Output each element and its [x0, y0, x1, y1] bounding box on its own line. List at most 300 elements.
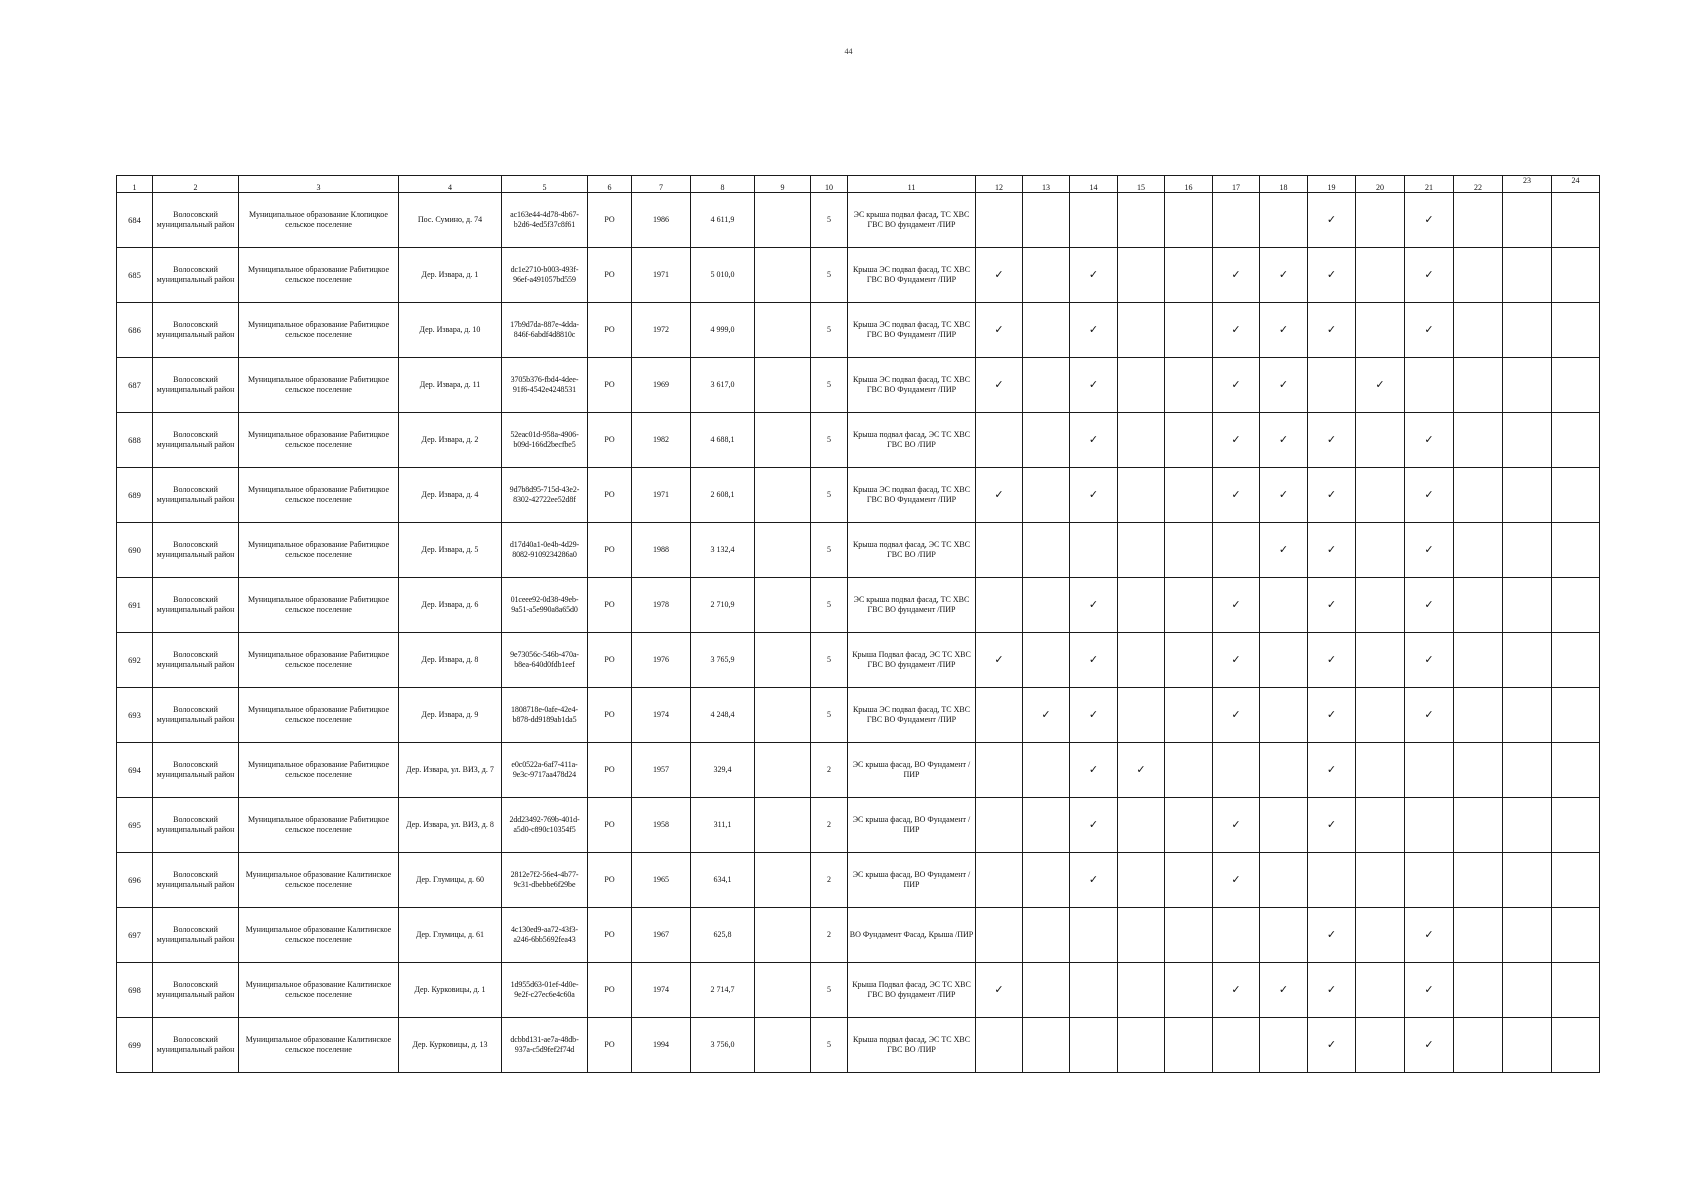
- fund-form-cell: РО: [588, 303, 632, 358]
- work-type-cell-12: [976, 468, 1023, 523]
- work-type-cell-13: [1023, 578, 1070, 633]
- fund-form-cell: РО: [588, 963, 632, 1018]
- check-mark-icon: ✓: [1088, 707, 1099, 721]
- year-built-cell: 1974: [632, 688, 691, 743]
- column-header-18: 18: [1260, 176, 1308, 193]
- work-type-cell-17: [1213, 523, 1260, 578]
- area-cell: 3 132,4: [691, 523, 755, 578]
- municipality-cell: Муниципальное образование Калитинское сельское поселение: [239, 1018, 399, 1073]
- work-type-cell-15: [1118, 633, 1165, 688]
- works-list-cell: ВО Фундамент Фасад, Крыша /ПИР: [848, 908, 976, 963]
- check-mark-icon: ✓: [1424, 982, 1434, 996]
- work-type-cell-20: [1356, 1018, 1405, 1073]
- work-type-cell-12: [976, 523, 1023, 578]
- work-type-cell-13: [1023, 853, 1070, 908]
- column-header-10: 10: [811, 176, 848, 193]
- floors-cell: 5: [811, 633, 848, 688]
- work-type-cell-12: [976, 743, 1023, 798]
- district-cell: Волосовский муниципальный район: [153, 193, 239, 248]
- table-row: [117, 303, 1600, 358]
- work-type-cell-14: [1070, 798, 1118, 853]
- work-type-cell-12: [976, 853, 1023, 908]
- work-type-cell-18: [1260, 193, 1308, 248]
- work-type-cell-13: [1023, 963, 1070, 1018]
- work-type-cell-22: [1454, 523, 1503, 578]
- house-id-cell: dc1e2710-b003-493f-96ef-a491057bd559: [502, 248, 588, 303]
- column-9-cell: [755, 688, 811, 743]
- row-number: 699: [117, 1018, 153, 1073]
- floors-cell: 5: [811, 578, 848, 633]
- column-header-21: 21: [1405, 176, 1454, 193]
- column-9-cell: [755, 413, 811, 468]
- work-type-cell-16: [1165, 688, 1213, 743]
- row-number: 695: [117, 798, 153, 853]
- floors-cell: 2: [811, 908, 848, 963]
- work-type-cell-21: [1405, 193, 1454, 248]
- work-type-cell-17: [1213, 798, 1260, 853]
- fund-form-cell: РО: [588, 413, 632, 468]
- municipality-cell: Муниципальное образование Рабитицкое сельское поселение: [239, 798, 399, 853]
- work-type-cell-23: [1503, 248, 1552, 303]
- check-mark-icon: ✓: [994, 322, 1004, 336]
- check-mark-icon: ✓: [994, 267, 1004, 281]
- work-type-cell-23: [1503, 193, 1552, 248]
- work-type-cell-19: [1308, 798, 1356, 853]
- house-id-cell: e0c0522a-6af7-411a-9e3c-9717aa478d24: [502, 743, 588, 798]
- work-type-cell-12: [976, 358, 1023, 413]
- work-type-cell-12: [976, 303, 1023, 358]
- check-mark-icon: ✓: [1231, 652, 1241, 666]
- municipality-cell: Муниципальное образование Рабитицкое сельское поселение: [239, 688, 399, 743]
- work-type-cell-15: [1118, 908, 1165, 963]
- work-type-cell-17: [1213, 1018, 1260, 1073]
- area-cell: 2 714,7: [691, 963, 755, 1018]
- year-built-cell: 1957: [632, 743, 691, 798]
- fund-form-cell: РО: [588, 853, 632, 908]
- row-number: 698: [117, 963, 153, 1018]
- work-type-cell-24: [1552, 908, 1600, 963]
- fund-form-cell: РО: [588, 798, 632, 853]
- work-type-cell-13: [1023, 193, 1070, 248]
- works-list-cell: ЭС крыша подвал фасад, ТС ХВС ГВС ВО фундамент /ПИР: [848, 193, 976, 248]
- address-cell: Дер. Извара, д. 10: [399, 303, 502, 358]
- row-number: 694: [117, 743, 153, 798]
- work-type-cell-18: [1260, 963, 1308, 1018]
- column-header-24: 24: [1552, 176, 1600, 193]
- work-type-cell-20: [1356, 743, 1405, 798]
- column-header-4: 4: [399, 176, 502, 193]
- district-cell: Волосовский муниципальный район: [153, 303, 239, 358]
- column-9-cell: [755, 578, 811, 633]
- check-mark-icon: ✓: [1231, 322, 1241, 336]
- work-type-cell-21: [1405, 468, 1454, 523]
- work-type-cell-24: [1552, 468, 1600, 523]
- row-number: 688: [117, 413, 153, 468]
- area-cell: 2 710,9: [691, 578, 755, 633]
- area-cell: 3 765,9: [691, 633, 755, 688]
- row-number: 690: [117, 523, 153, 578]
- check-mark-icon: ✓: [1326, 542, 1337, 556]
- work-type-cell-12: [976, 688, 1023, 743]
- column-header-19: 19: [1308, 176, 1356, 193]
- work-type-cell-22: [1454, 908, 1503, 963]
- table-row: [117, 358, 1600, 413]
- work-type-cell-12: [976, 413, 1023, 468]
- table-row: [117, 523, 1600, 578]
- work-type-cell-23: [1503, 963, 1552, 1018]
- work-type-cell-20: [1356, 358, 1405, 413]
- work-type-cell-20: [1356, 468, 1405, 523]
- work-type-cell-14: [1070, 743, 1118, 798]
- municipality-cell: Муниципальное образование Рабитицкое сельское поселение: [239, 303, 399, 358]
- work-type-cell-16: [1165, 908, 1213, 963]
- column-header-6: 6: [588, 176, 632, 193]
- column-header-14: 14: [1070, 176, 1118, 193]
- check-mark-icon: ✓: [1231, 707, 1241, 721]
- area-cell: 625,8: [691, 908, 755, 963]
- house-id-cell: 1d955d63-01ef-4d0e-9e2f-c27ec6e4c60a: [502, 963, 588, 1018]
- work-type-cell-23: [1503, 798, 1552, 853]
- address-cell: Дер. Курковицы, д. 1: [399, 963, 502, 1018]
- works-list-cell: Крыша подвал фасад, ЭС ТС ХВС ГВС ВО /ПИР: [848, 413, 976, 468]
- work-type-cell-14: [1070, 688, 1118, 743]
- fund-form-cell: РО: [588, 633, 632, 688]
- work-type-cell-19: [1308, 688, 1356, 743]
- year-built-cell: 1974: [632, 963, 691, 1018]
- work-type-cell-22: [1454, 468, 1503, 523]
- work-type-cell-20: [1356, 688, 1405, 743]
- work-type-cell-19: [1308, 303, 1356, 358]
- work-type-cell-21: [1405, 358, 1454, 413]
- fund-form-cell: РО: [588, 578, 632, 633]
- table-row: [117, 963, 1600, 1018]
- table-body: [117, 193, 1600, 1073]
- work-type-cell-21: [1405, 578, 1454, 633]
- work-type-cell-24: [1552, 743, 1600, 798]
- work-type-cell-12: [976, 633, 1023, 688]
- area-cell: 3 617,0: [691, 358, 755, 413]
- work-type-cell-18: [1260, 633, 1308, 688]
- work-type-cell-15: [1118, 248, 1165, 303]
- work-type-cell-24: [1552, 358, 1600, 413]
- municipality-cell: Муниципальное образование Клопицкое сельское поселение: [239, 193, 399, 248]
- check-mark-icon: ✓: [1424, 487, 1434, 501]
- house-id-cell: d17d40a1-0e4b-4d29-8082-9109234286a0: [502, 523, 588, 578]
- work-type-cell-13: [1023, 358, 1070, 413]
- column-9-cell: [755, 523, 811, 578]
- address-cell: Дер. Извара, д. 4: [399, 468, 502, 523]
- municipality-cell: Муниципальное образование Рабитицкое сельское поселение: [239, 523, 399, 578]
- column-9-cell: [755, 633, 811, 688]
- work-type-cell-22: [1454, 743, 1503, 798]
- column-9-cell: [755, 1018, 811, 1073]
- municipality-cell: Муниципальное образование Рабитицкое сельское поселение: [239, 248, 399, 303]
- works-list-cell: Крыша Подвал фасад, ЭС ТС ХВС ГВС ВО фундамент /ПИР: [848, 633, 976, 688]
- work-type-cell-18: [1260, 578, 1308, 633]
- work-type-cell-21: [1405, 303, 1454, 358]
- check-mark-icon: ✓: [1424, 432, 1434, 446]
- district-cell: Волосовский муниципальный район: [153, 358, 239, 413]
- house-id-cell: 9d7b8d95-715d-43e2-8302-42722ee52d8f: [502, 468, 588, 523]
- check-mark-icon: ✓: [1326, 982, 1337, 996]
- work-type-cell-23: [1503, 908, 1552, 963]
- check-mark-icon: ✓: [1278, 542, 1289, 556]
- floors-cell: 2: [811, 743, 848, 798]
- work-type-cell-21: [1405, 523, 1454, 578]
- work-type-cell-15: [1118, 523, 1165, 578]
- year-built-cell: 1972: [632, 303, 691, 358]
- row-number: 686: [117, 303, 153, 358]
- fund-form-cell: РО: [588, 688, 632, 743]
- area-cell: 329,4: [691, 743, 755, 798]
- table-row: [117, 578, 1600, 633]
- check-mark-icon: ✓: [994, 377, 1004, 391]
- work-type-cell-13: [1023, 1018, 1070, 1073]
- check-mark-icon: ✓: [1231, 872, 1241, 886]
- row-number: 685: [117, 248, 153, 303]
- fund-form-cell: РО: [588, 743, 632, 798]
- work-type-cell-23: [1503, 303, 1552, 358]
- floors-cell: 5: [811, 303, 848, 358]
- check-mark-icon: ✓: [1088, 322, 1099, 336]
- row-number: 697: [117, 908, 153, 963]
- work-type-cell-21: [1405, 853, 1454, 908]
- address-cell: Дер. Извара, д. 5: [399, 523, 502, 578]
- work-type-cell-19: [1308, 908, 1356, 963]
- area-cell: 5 010,0: [691, 248, 755, 303]
- work-type-cell-14: [1070, 578, 1118, 633]
- capital-repair-table: [116, 175, 1600, 1073]
- column-header-8: 8: [691, 176, 755, 193]
- check-mark-icon: ✓: [1326, 432, 1337, 446]
- work-type-cell-19: [1308, 413, 1356, 468]
- work-type-cell-17: [1213, 303, 1260, 358]
- work-type-cell-13: [1023, 468, 1070, 523]
- area-cell: 3 756,0: [691, 1018, 755, 1073]
- works-list-cell: Крыша подвал фасад, ЭС ТС ХВС ГВС ВО /ПИР: [848, 523, 976, 578]
- work-type-cell-15: [1118, 578, 1165, 633]
- work-type-cell-17: [1213, 248, 1260, 303]
- work-type-cell-13: [1023, 908, 1070, 963]
- work-type-cell-16: [1165, 303, 1213, 358]
- work-type-cell-22: [1454, 688, 1503, 743]
- works-list-cell: ЭС крыша фасад, ВО Фундамент /ПИР: [848, 743, 976, 798]
- works-list-cell: Крыша ЭС подвал фасад, ТС ХВС ГВС ВО Фундамент /ПИР: [848, 248, 976, 303]
- district-cell: Волосовский муниципальный район: [153, 413, 239, 468]
- header-row: [117, 176, 1600, 193]
- work-type-cell-15: [1118, 743, 1165, 798]
- work-type-cell-14: [1070, 523, 1118, 578]
- work-type-cell-17: [1213, 688, 1260, 743]
- check-mark-icon: ✓: [1231, 267, 1241, 281]
- row-number: 689: [117, 468, 153, 523]
- work-type-cell-21: [1405, 908, 1454, 963]
- work-type-cell-16: [1165, 1018, 1213, 1073]
- work-type-cell-16: [1165, 633, 1213, 688]
- work-type-cell-14: [1070, 633, 1118, 688]
- work-type-cell-15: [1118, 303, 1165, 358]
- work-type-cell-18: [1260, 413, 1308, 468]
- row-number: 693: [117, 688, 153, 743]
- house-id-cell: 9e73056c-546b-470a-b8ea-640d0fdb1eef: [502, 633, 588, 688]
- works-list-cell: Крыша Подвал фасад, ЭС ТС ХВС ГВС ВО фундамент /ПИР: [848, 963, 976, 1018]
- address-cell: Дер. Глумицы, д. 61: [399, 908, 502, 963]
- municipality-cell: Муниципальное образование Рабитицкое сельское поселение: [239, 413, 399, 468]
- table-row: [117, 688, 1600, 743]
- table-row: [117, 413, 1600, 468]
- work-type-cell-18: [1260, 688, 1308, 743]
- municipality-cell: Муниципальное образование Калитинское сельское поселение: [239, 963, 399, 1018]
- work-type-cell-14: [1070, 853, 1118, 908]
- check-mark-icon: ✓: [1424, 707, 1434, 721]
- column-header-20: 20: [1356, 176, 1405, 193]
- year-built-cell: 1969: [632, 358, 691, 413]
- page-number: 44: [844, 47, 853, 56]
- work-type-cell-15: [1118, 358, 1165, 413]
- work-type-cell-24: [1552, 688, 1600, 743]
- year-built-cell: 1965: [632, 853, 691, 908]
- work-type-cell-16: [1165, 798, 1213, 853]
- municipality-cell: Муниципальное образование Калитинское сельское поселение: [239, 908, 399, 963]
- floors-cell: 5: [811, 413, 848, 468]
- work-type-cell-22: [1454, 963, 1503, 1018]
- column-9-cell: [755, 743, 811, 798]
- work-type-cell-16: [1165, 963, 1213, 1018]
- work-type-cell-16: [1165, 248, 1213, 303]
- year-built-cell: 1971: [632, 468, 691, 523]
- work-type-cell-17: [1213, 413, 1260, 468]
- district-cell: Волосовский муниципальный район: [153, 798, 239, 853]
- row-number: 696: [117, 853, 153, 908]
- check-mark-icon: ✓: [1326, 267, 1337, 281]
- fund-form-cell: РО: [588, 1018, 632, 1073]
- work-type-cell-20: [1356, 248, 1405, 303]
- work-type-cell-20: [1356, 523, 1405, 578]
- fund-form-cell: РО: [588, 358, 632, 413]
- work-type-cell-16: [1165, 523, 1213, 578]
- table-row: [117, 633, 1600, 688]
- work-type-cell-20: [1356, 303, 1405, 358]
- work-type-cell-24: [1552, 303, 1600, 358]
- address-cell: Дер. Глумицы, д. 60: [399, 853, 502, 908]
- table-row: [117, 798, 1600, 853]
- check-mark-icon: ✓: [1326, 652, 1337, 666]
- check-mark-icon: ✓: [1278, 267, 1289, 281]
- district-cell: Волосовский муниципальный район: [153, 523, 239, 578]
- works-list-cell: Крыша ЭС подвал фасад, ТС ХВС ГВС ВО Фундамент /ПИР: [848, 358, 976, 413]
- work-type-cell-16: [1165, 578, 1213, 633]
- column-header-1: 1: [117, 176, 153, 193]
- work-type-cell-19: [1308, 633, 1356, 688]
- work-type-cell-16: [1165, 358, 1213, 413]
- work-type-cell-23: [1503, 853, 1552, 908]
- work-type-cell-17: [1213, 578, 1260, 633]
- work-type-cell-14: [1070, 358, 1118, 413]
- work-type-cell-23: [1503, 688, 1552, 743]
- district-cell: Волосовский муниципальный район: [153, 688, 239, 743]
- work-type-cell-21: [1405, 798, 1454, 853]
- column-header-7: 7: [632, 176, 691, 193]
- address-cell: Дер. Извара, ул. ВИЗ, д. 7: [399, 743, 502, 798]
- row-number: 687: [117, 358, 153, 413]
- municipality-cell: Муниципальное образование Рабитицкое сельское поселение: [239, 468, 399, 523]
- table-row: [117, 248, 1600, 303]
- floors-cell: 2: [811, 798, 848, 853]
- column-9-cell: [755, 963, 811, 1018]
- work-type-cell-24: [1552, 193, 1600, 248]
- check-mark-icon: ✓: [1278, 432, 1289, 446]
- work-type-cell-23: [1503, 358, 1552, 413]
- work-type-cell-20: [1356, 908, 1405, 963]
- work-type-cell-18: [1260, 853, 1308, 908]
- work-type-cell-12: [976, 578, 1023, 633]
- check-mark-icon: ✓: [1424, 267, 1434, 281]
- work-type-cell-15: [1118, 413, 1165, 468]
- address-cell: Дер. Извара, д. 1: [399, 248, 502, 303]
- check-mark-icon: ✓: [1088, 267, 1099, 281]
- area-cell: 4 688,1: [691, 413, 755, 468]
- work-type-cell-14: [1070, 468, 1118, 523]
- work-type-cell-20: [1356, 853, 1405, 908]
- work-type-cell-23: [1503, 743, 1552, 798]
- check-mark-icon: ✓: [1424, 652, 1434, 666]
- municipality-cell: Муниципальное образование Рабитицкое сельское поселение: [239, 358, 399, 413]
- year-built-cell: 1978: [632, 578, 691, 633]
- district-cell: Волосовский муниципальный район: [153, 963, 239, 1018]
- year-built-cell: 1994: [632, 1018, 691, 1073]
- work-type-cell-12: [976, 908, 1023, 963]
- check-mark-icon: ✓: [1326, 597, 1337, 611]
- column-9-cell: [755, 358, 811, 413]
- area-cell: 311,1: [691, 798, 755, 853]
- address-cell: Дер. Извара, д. 8: [399, 633, 502, 688]
- column-header-13: 13: [1023, 176, 1070, 193]
- fund-form-cell: РО: [588, 193, 632, 248]
- works-list-cell: ЭС крыша подвал фасад, ТС ХВС ГВС ВО фундамент /ПИР: [848, 578, 976, 633]
- check-mark-icon: ✓: [1231, 377, 1241, 391]
- column-header-11: 11: [848, 176, 976, 193]
- work-type-cell-13: [1023, 413, 1070, 468]
- floors-cell: 5: [811, 358, 848, 413]
- work-type-cell-20: [1356, 578, 1405, 633]
- floors-cell: 2: [811, 853, 848, 908]
- work-type-cell-12: [976, 963, 1023, 1018]
- house-id-cell: ac163e44-4d78-4b67-b2d6-4ed5f37c8f61: [502, 193, 588, 248]
- house-id-cell: 1808718e-0afe-42e4-b878-dd9189ab1da5: [502, 688, 588, 743]
- year-built-cell: 1982: [632, 413, 691, 468]
- work-type-cell-19: [1308, 1018, 1356, 1073]
- work-type-cell-23: [1503, 523, 1552, 578]
- work-type-cell-19: [1308, 578, 1356, 633]
- check-mark-icon: ✓: [1424, 542, 1434, 556]
- check-mark-icon: ✓: [1088, 487, 1099, 501]
- work-type-cell-15: [1118, 688, 1165, 743]
- area-cell: 4 611,9: [691, 193, 755, 248]
- district-cell: Волосовский муниципальный район: [153, 578, 239, 633]
- work-type-cell-22: [1454, 633, 1503, 688]
- district-cell: Волосовский муниципальный район: [153, 468, 239, 523]
- column-header-22: 22: [1454, 176, 1503, 193]
- table-row: [117, 193, 1600, 248]
- district-cell: Волосовский муниципальный район: [153, 908, 239, 963]
- work-type-cell-12: [976, 1018, 1023, 1073]
- year-built-cell: 1958: [632, 798, 691, 853]
- work-type-cell-16: [1165, 413, 1213, 468]
- check-mark-icon: ✓: [1231, 597, 1241, 611]
- check-mark-icon: ✓: [1326, 762, 1337, 776]
- row-number: 692: [117, 633, 153, 688]
- check-mark-icon: ✓: [1231, 487, 1241, 501]
